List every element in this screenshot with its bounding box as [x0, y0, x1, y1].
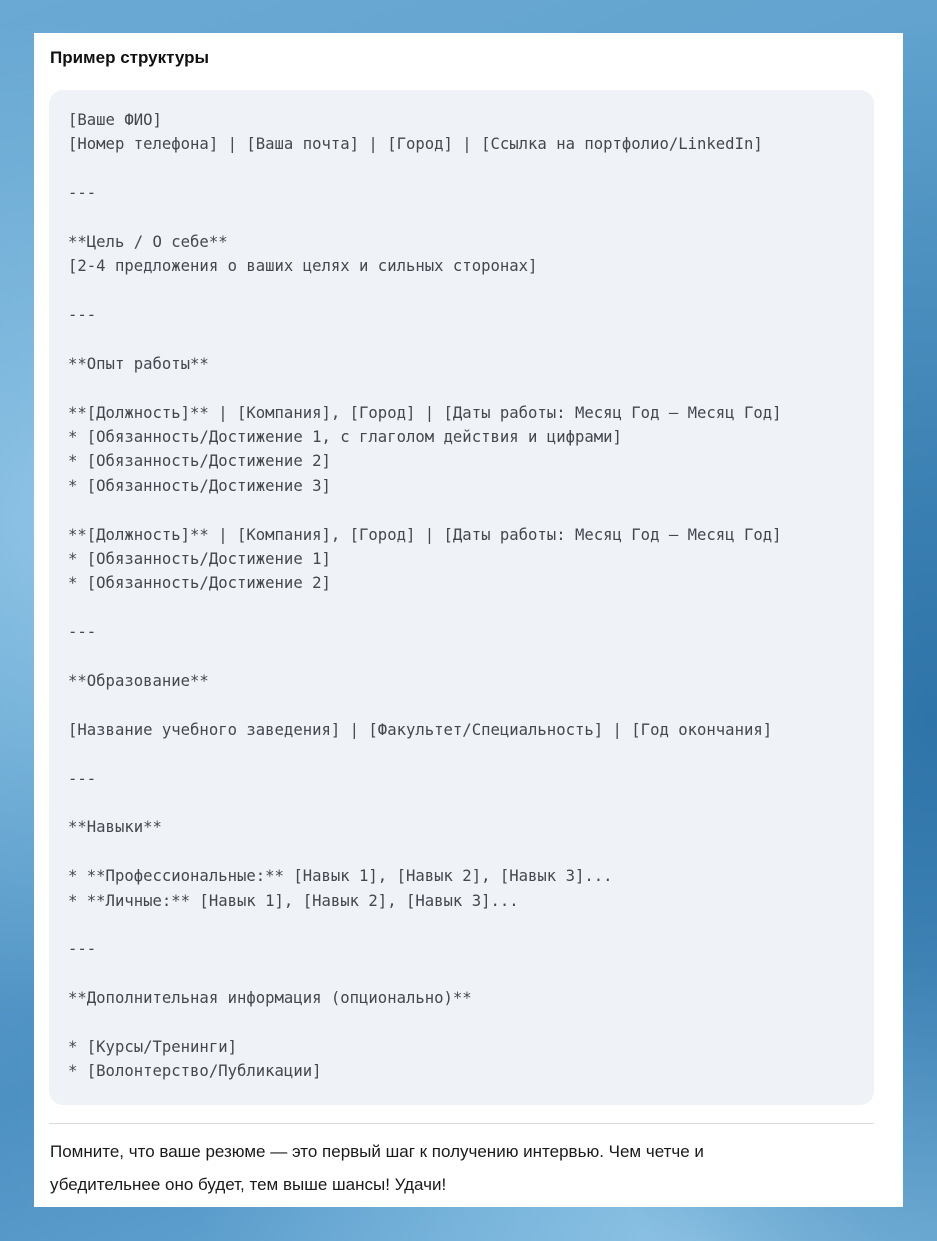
code-line [68, 742, 874, 766]
code-line: **Опыт работы** [68, 354, 209, 373]
code-line: [Название учебного заведения] | [Факультет/Специальность] | [Год окончания] [68, 720, 773, 739]
code-line [68, 962, 874, 986]
section-title: Пример структуры [50, 48, 209, 67]
code-line: * [Волонтерство/Публикации] [68, 1062, 322, 1081]
code-line: **[Должность]** | [Компания], [Город] | [Даты работы: Месяц Год – Месяц Год] [68, 403, 782, 422]
code-line: * **Профессиональные:** [Навык 1], [Навык 2], [Навык 3]... [68, 867, 613, 886]
code-line: * [Обязанность/Достижение 1] [68, 550, 331, 569]
code-line [68, 913, 874, 937]
code-line: **Образование** [68, 671, 209, 690]
code-line: **[Должность]** | [Компания], [Город] | [Даты работы: Месяц Год – Месяц Год] [68, 525, 782, 544]
code-line: --- [68, 184, 97, 203]
code-line: --- [68, 769, 97, 788]
code-line: [2-4 предложения о ваших целях и сильных сторонах] [68, 257, 538, 276]
code-line [68, 596, 874, 620]
code-line: * [Обязанность/Достижение 2] [68, 452, 331, 471]
code-line: **Навыки** [68, 818, 162, 837]
code-line [68, 376, 874, 400]
code-line: --- [68, 306, 97, 325]
code-line [68, 645, 874, 669]
code-line: --- [68, 940, 97, 959]
code-line [68, 279, 874, 303]
code-line [68, 693, 874, 717]
code-line [68, 1010, 874, 1034]
code-line [68, 791, 874, 815]
code-line: --- [68, 623, 97, 642]
code-line: [Номер телефона] | [Ваша почта] | [Город] | [Ссылка на портфолио/LinkedIn] [68, 135, 763, 154]
code-line [68, 840, 874, 864]
code-line [68, 328, 874, 352]
divider [49, 1123, 874, 1124]
code-line: [Ваше ФИО] [68, 111, 162, 129]
code-line [68, 498, 874, 522]
code-line: * [Курсы/Тренинги] [68, 1037, 237, 1056]
code-line: * **Личные:** [Навык 1], [Навык 2], [Навык 3]... [68, 891, 519, 910]
code-line: * [Обязанность/Достижение 3] [68, 476, 331, 495]
code-line: * [Обязанность/Достижение 2] [68, 574, 331, 593]
code-line: * [Обязанность/Достижение 1, с глаголом действия и цифрами] [68, 428, 622, 447]
message-card [34, 33, 903, 1207]
code-line: **Дополнительная информация (опционально)** [68, 989, 472, 1008]
code-block[interactable] [49, 90, 874, 1105]
code-line [68, 206, 874, 230]
closing-paragraph: Помните, что ваше резюме — это первый шаг к получению интервью. Чем четче и убедительнее оно будет, тем выше шансы! Удачи! [50, 1142, 704, 1194]
code-line: **Цель / О себе** [68, 232, 228, 251]
code-line [68, 157, 874, 181]
